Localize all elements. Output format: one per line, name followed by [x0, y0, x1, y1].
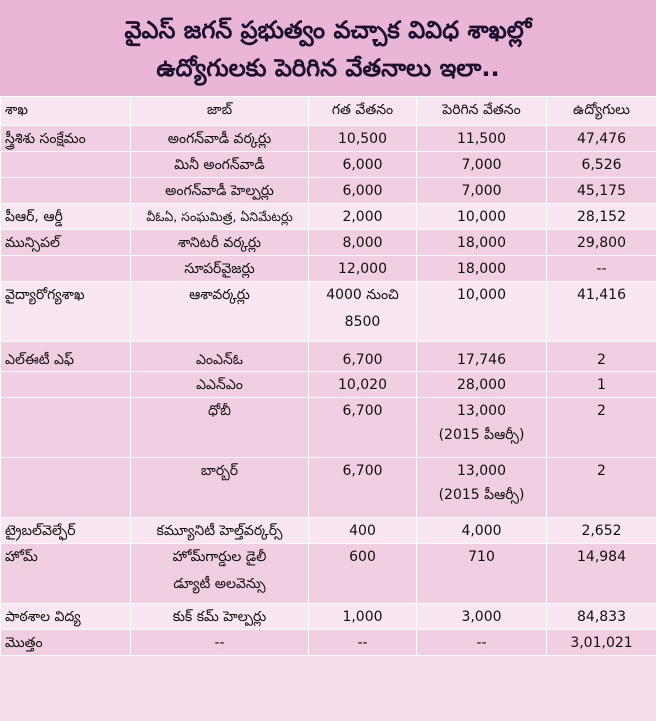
cell-new-salary: 18,000	[417, 256, 547, 282]
table-row	[1, 518, 656, 544]
cell-employees: 6,526	[547, 152, 656, 178]
table-row	[1, 458, 656, 518]
cell-dept	[1, 372, 131, 398]
cell-job: సూపర్‌వైజర్లు	[131, 256, 309, 282]
table-row	[1, 204, 656, 230]
header-old-salary: గత వేతనం	[309, 97, 417, 126]
cell-job: బార్బర్	[131, 458, 309, 518]
table-row	[1, 604, 656, 630]
cell-dept	[1, 152, 131, 178]
cell-employees: 41,416	[547, 282, 656, 342]
cell-new-salary: 3,000	[417, 604, 547, 630]
header-dept: శాఖ	[1, 97, 131, 126]
new-salary-line-1: 13,000	[457, 403, 506, 419]
header-employees: ఉద్యోగులు	[547, 97, 656, 126]
cell-old-salary: 10,500	[309, 126, 417, 152]
cell-employees: 84,833	[547, 604, 656, 630]
cell-old-salary: 10,020	[309, 372, 417, 398]
cell-job: కమ్యూనిటీ హెల్త్‌వర్కర్స్	[131, 518, 309, 544]
cell-old-salary: 6,000	[309, 152, 417, 178]
cell-job: అంగన్‌వాడీ హెల్పర్లు	[131, 178, 309, 204]
cell-employees: 2,652	[547, 518, 656, 544]
cell-old-salary: 400	[309, 518, 417, 544]
cell-dept: స్త్రీశిశు సంక్షేమం	[1, 126, 131, 152]
cell-old-salary: --	[309, 630, 417, 656]
cell-old-salary: 1,000	[309, 604, 417, 630]
cell-old-salary: 8,000	[309, 230, 417, 256]
table-row	[1, 152, 656, 178]
cell-new-salary: 28,000	[417, 372, 547, 398]
cell-new-salary: 710	[417, 544, 547, 604]
old-salary-line-2: 8500	[344, 314, 381, 330]
cell-old-salary: 2,000	[309, 204, 417, 230]
cell-job: ఆశావర్కర్లు	[131, 282, 309, 342]
new-salary-line-2: (2015 పీఆర్సీ)	[438, 427, 525, 443]
cell-new-salary: 4,000	[417, 518, 547, 544]
table-row	[1, 126, 656, 152]
old-salary-line-1: 4000 నుంచి	[326, 287, 399, 303]
cell-new-salary: 7,000	[417, 178, 547, 204]
cell-new-salary: 7,000	[417, 152, 547, 178]
job-line-1: హోమ్‌గార్డుల డైలీ	[172, 549, 267, 565]
header-new-salary: పెరిగిన వేతనం	[417, 97, 547, 126]
cell-new-salary: 10,000	[417, 282, 547, 342]
cell-dept: వైద్యారోగ్యశాఖ	[1, 282, 131, 342]
cell-job: శానిటరీ వర్కర్లు	[131, 230, 309, 256]
cell-old-salary: 6,000	[309, 178, 417, 204]
table-row	[1, 372, 656, 398]
cell-employees: 47,476	[547, 126, 656, 152]
cell-employees: --	[547, 256, 656, 282]
salary-table	[0, 96, 656, 656]
cell-employees: 2	[547, 342, 656, 372]
cell-job: --	[131, 630, 309, 656]
cell-dept	[1, 178, 131, 204]
table-row	[1, 230, 656, 256]
header-job: జాబ్	[131, 97, 309, 126]
cell-dept: పాఠశాల విద్య	[1, 604, 131, 630]
cell-old-salary: 600	[309, 544, 417, 604]
cell-dept: మున్సిపల్	[1, 230, 131, 256]
title-line-2: ఉద్యోగులకు పెరిగిన వేతనాలు ఇలా..	[156, 54, 500, 82]
cell-dept	[1, 256, 131, 282]
cell-old-salary: 6,700	[309, 398, 417, 458]
cell-job: ఎఎన్ఎం	[131, 372, 309, 398]
cell-job: మినీ అంగన్‌వాడీ	[131, 152, 309, 178]
table-row-total	[1, 630, 656, 656]
cell-employees: 2	[547, 398, 656, 458]
cell-employees: 3,01,021	[547, 630, 656, 656]
cell-job: ధోబీ	[131, 398, 309, 458]
cell-new-salary	[417, 458, 547, 518]
table-row	[1, 342, 656, 372]
job-line-2: డ్యూటీ అలవెన్సు	[173, 576, 266, 592]
cell-employees: 2	[547, 458, 656, 518]
cell-dept: మొత్తం	[1, 630, 131, 656]
table-row	[1, 178, 656, 204]
cell-employees: 1	[547, 372, 656, 398]
cell-dept: ట్రైబల్‌వెల్ఫేర్	[1, 518, 131, 544]
cell-old-salary: 12,000	[309, 256, 417, 282]
cell-old-salary	[309, 282, 417, 342]
new-salary-line-2: (2015 పీఆర్సీ)	[438, 487, 525, 503]
cell-employees: 28,152	[547, 204, 656, 230]
table-row	[1, 282, 656, 342]
cell-job: వీఓఏ, సంఘమిత్ర, ఏనిమేటర్లు	[131, 204, 309, 230]
title-line-1: వైఎస్ జగన్ ప్రభుత్వం వచ్చాక వివిధ శాఖల్లో	[124, 16, 532, 44]
cell-job	[131, 544, 309, 604]
cell-job: కుక్ కమ్ హెల్పర్లు	[131, 604, 309, 630]
title-banner	[0, 0, 656, 96]
table-row	[1, 544, 656, 604]
new-salary-line-1: 13,000	[457, 463, 506, 479]
cell-new-salary: 10,000	[417, 204, 547, 230]
cell-job: ఎంఎన్ఓ	[131, 342, 309, 372]
cell-dept: ఎల్‌ఈటీ ఎఫ్	[1, 342, 131, 372]
cell-new-salary: 18,000	[417, 230, 547, 256]
cell-employees: 45,175	[547, 178, 656, 204]
cell-dept	[1, 458, 131, 518]
cell-new-salary: 11,500	[417, 126, 547, 152]
table-row	[1, 256, 656, 282]
cell-dept: హోమ్	[1, 544, 131, 604]
cell-old-salary: 6,700	[309, 458, 417, 518]
cell-job: అంగన్‌వాడీ వర్కర్లు	[131, 126, 309, 152]
cell-employees: 14,984	[547, 544, 656, 604]
table-row	[1, 398, 656, 458]
cell-dept	[1, 398, 131, 458]
cell-dept: పీఆర్, ఆర్డీ	[1, 204, 131, 230]
cell-new-salary: --	[417, 630, 547, 656]
cell-new-salary	[417, 398, 547, 458]
table-header-row	[1, 97, 656, 126]
cell-new-salary: 17,746	[417, 342, 547, 372]
cell-old-salary: 6,700	[309, 342, 417, 372]
cell-employees: 29,800	[547, 230, 656, 256]
